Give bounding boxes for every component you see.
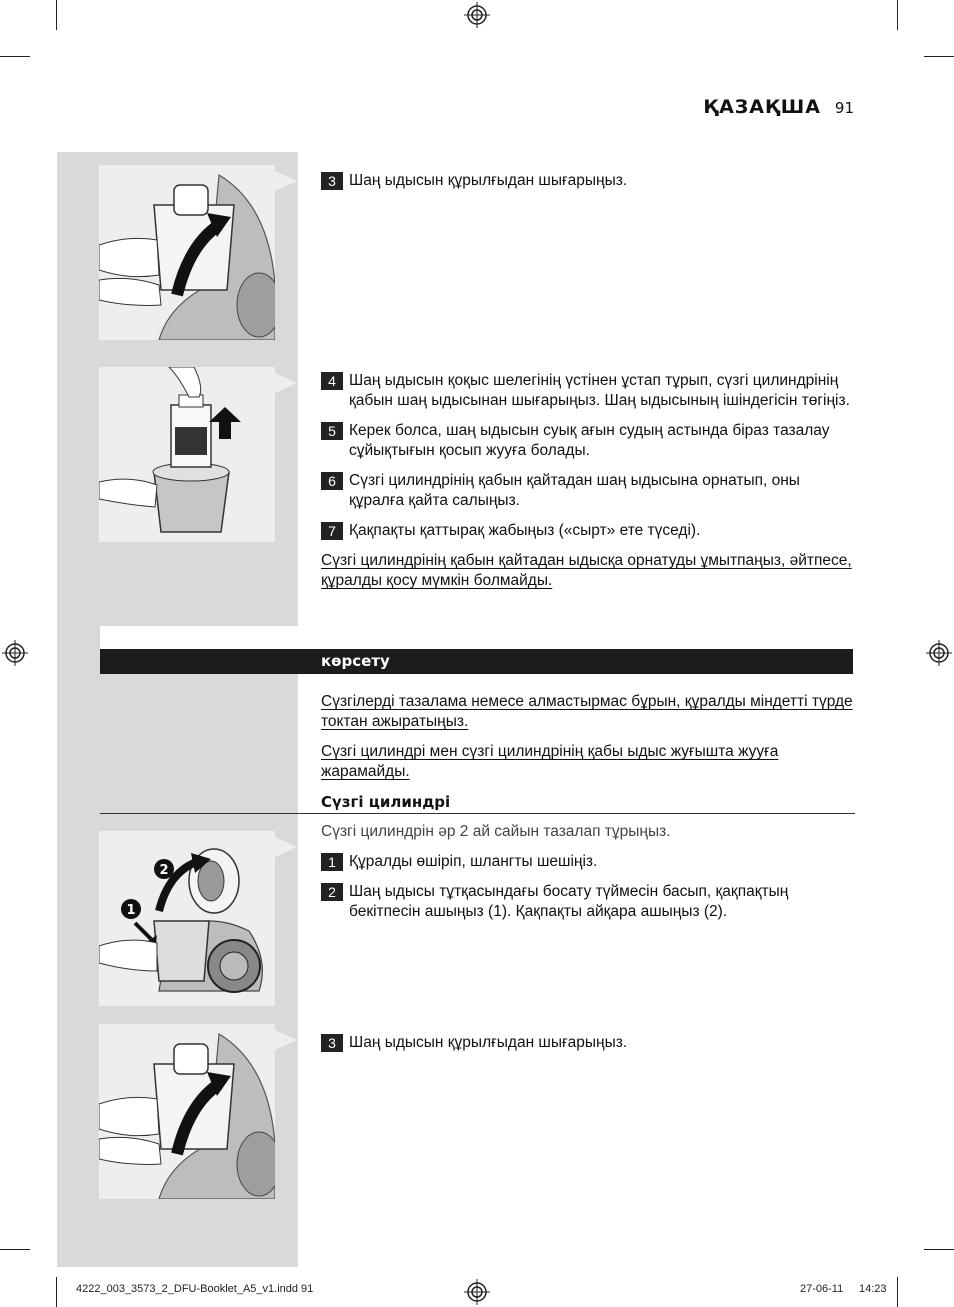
step-text: Құралды өшіріп, шлангты шешіңіз. — [349, 853, 598, 870]
instructions-block-3 — [321, 822, 856, 932]
step-item — [321, 171, 856, 191]
step-item — [321, 521, 856, 541]
pointer-arrow — [275, 1030, 297, 1050]
page-header — [703, 96, 854, 118]
crop-mark — [897, 1277, 898, 1307]
page-number: 91 — [834, 99, 854, 117]
subsection-heading: Сүзгі цилиндрі — [321, 793, 451, 811]
instructions-block-1 — [321, 171, 856, 201]
step-text: Шаң ыдысын құрылғыдан шығарыңыз. — [349, 172, 628, 189]
footer-file: 4222_003_3573_2_DFU-Booklet_A5_v1.indd 91 — [76, 1283, 314, 1295]
step-item — [321, 421, 856, 461]
step-text: Шаң ыдысы тұтқасындағы босату түймесін басып, қақпақтың бекітпесін ашыңыз (1). Қақпақты айқара ашыңыз (2). — [349, 883, 789, 920]
callout-2: 2 — [159, 863, 169, 878]
callout-1: 1 — [126, 903, 136, 918]
step-number: 6 — [321, 472, 343, 490]
warning-text: Сүзгілерді тазалама немесе алмастырмас бұрын, құралды міндетті түрде токтан ажыратыңыз. — [321, 693, 853, 730]
crop-mark — [924, 56, 954, 57]
step-number: 1 — [321, 853, 343, 871]
registration-mark-icon — [926, 640, 952, 666]
step-text: Шаң ыдысын құрылғыдан шығарыңыз. — [349, 1034, 628, 1051]
illustration-remove-dust-container — [99, 1024, 275, 1199]
footer-time: 14:23 — [859, 1283, 887, 1295]
registration-mark-icon — [464, 1279, 490, 1305]
pointer-arrow — [275, 373, 297, 393]
section-title: көрсету — [321, 652, 390, 670]
registration-mark-icon — [464, 2, 490, 28]
warning-note: Сүзгі цилиндрінің қабын қайтадан ыдысқа орнатуды ұмытпаңыз, әйтпесе, құралды қосу мүмкін болмайды. — [321, 552, 852, 589]
warning-text: Сүзгі цилиндрі мен сүзгі цилиндрінің қабы ыдыс жуғышта жууға жарамайды. — [321, 743, 779, 780]
section-header-mask — [100, 626, 855, 649]
illustration-remove-dust-container — [99, 165, 275, 340]
divider — [100, 813, 855, 814]
step-item — [321, 471, 856, 511]
illustration-empty-dust-container — [99, 367, 275, 542]
step-text: Шаң ыдысын қоқыс шелегінің үстінен ұстап тұрып, сүзгі цилиндрінің қабын шаң ыдысынан шығарыңыз. Шаң ыдысының ішіндегісін төгіңіз. — [349, 372, 850, 409]
pointer-arrow — [275, 171, 297, 191]
step-number: 3 — [321, 1034, 343, 1052]
instructions-block-4 — [321, 1033, 856, 1063]
step-number: 5 — [321, 422, 343, 440]
step-item — [321, 371, 856, 411]
step-number: 7 — [321, 522, 343, 540]
step-text: Сүзгі цилиндрінің қабын қайтадан шаң ыдысына орнатып, оны құралға қайта салыңыз. — [349, 472, 800, 509]
intro-text: Сүзгі цилиндрін әр 2 ай сайын тазалап тұрыңыз. — [321, 823, 671, 840]
step-item — [321, 882, 856, 922]
crop-mark — [924, 1249, 954, 1250]
pointer-arrow — [275, 837, 297, 857]
step-number: 4 — [321, 372, 343, 390]
step-text: Керек болса, шаң ыдысын суық ағын судың астында біраз тазалау сұйықтығын қосып жууға болады. — [349, 422, 830, 459]
registration-mark-icon — [2, 640, 28, 666]
footer-date: 27-06-11 — [800, 1283, 844, 1295]
step-number: 3 — [321, 172, 343, 190]
crop-mark — [56, 1277, 57, 1307]
instructions-block-2 — [321, 371, 856, 601]
step-item — [321, 852, 856, 872]
crop-mark — [897, 0, 898, 30]
language-title: ҚАЗАҚША — [703, 96, 821, 118]
step-item — [321, 1033, 856, 1053]
section-warnings — [321, 692, 856, 792]
illustration-open-lid — [99, 831, 275, 1006]
sidebar-panel — [57, 627, 100, 1267]
step-number: 2 — [321, 883, 343, 901]
crop-mark — [56, 0, 57, 30]
crop-mark — [0, 1249, 30, 1250]
crop-mark — [0, 56, 30, 57]
section-header-bar — [100, 648, 853, 674]
step-text: Қақпақты қаттырақ жабыңыз («сырт» ете түседі). — [349, 522, 701, 539]
